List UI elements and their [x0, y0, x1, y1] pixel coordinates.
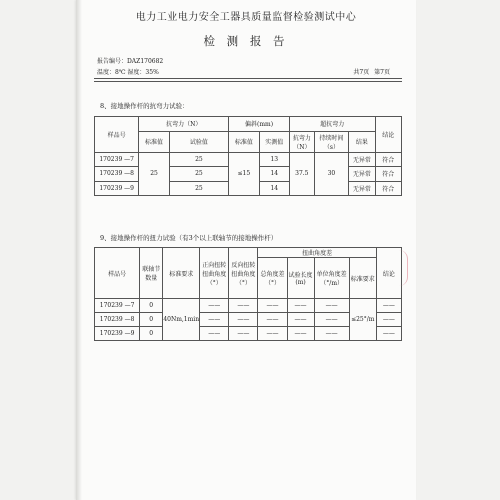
header-cell: 总角度差（°） — [258, 258, 287, 299]
header-cell: 结果 — [349, 131, 375, 152]
sample-cell: 170239 —7 — [95, 152, 139, 167]
header-cell: 试验值 — [169, 131, 228, 152]
page-total: 共7页 — [353, 69, 370, 76]
sample-cell: 170239 —9 — [95, 181, 139, 196]
torsion-test-table — [94, 247, 402, 341]
forward-cell: —— — [200, 299, 229, 313]
header-cell: 反向扭转扭曲角度（°） — [229, 248, 258, 299]
sample-cell: 170239 —8 — [95, 313, 140, 327]
header-cell: 偏斜(mm) — [229, 117, 290, 132]
result-cell: 无异常 — [349, 167, 375, 182]
document-title: 检 测 报 告 — [203, 34, 289, 48]
header-cell: 持续时间（s） — [314, 131, 348, 152]
length-cell: —— — [287, 299, 314, 313]
table-header-row — [95, 117, 402, 132]
table-header-row — [95, 248, 402, 258]
sample-cell: 170239 —7 — [95, 299, 140, 313]
header-cell: 标准要求 — [349, 258, 376, 299]
header-cell: 样品号 — [95, 117, 139, 153]
page-current: 第7页 — [374, 69, 390, 76]
measured-cell: 13 — [259, 152, 289, 167]
header-cell: 实测值 — [259, 131, 289, 152]
couplings-cell: 0 — [140, 299, 163, 313]
unit-cell: —— — [314, 313, 349, 327]
header-cell: 正向扭转扭曲角度（°） — [200, 248, 229, 299]
organization-title: 电力工业电力安全工器具质量监督检验测试中心 — [135, 12, 357, 23]
reverse-cell: —— — [229, 313, 258, 327]
unit-cell: —— — [314, 327, 349, 341]
page-indicator — [353, 67, 390, 76]
test-value-cell: 25 — [169, 167, 228, 182]
standard-value-cell: 25 — [139, 152, 169, 196]
total-cell: —— — [258, 327, 287, 341]
forward-cell: —— — [200, 327, 229, 341]
header-cell: 抗弯力（N） — [139, 117, 229, 132]
header-cell: 联轴节数量 — [140, 248, 163, 299]
header-cell: 单位角度差（°/m） — [314, 258, 349, 299]
header-cell: 抗弯力（N） — [289, 131, 314, 152]
measured-cell: 14 — [259, 181, 289, 196]
page-binding-shadow — [76, 0, 82, 500]
section-9-title: 9、接地操作杆的扭力试验（有3个以上联轴节的接地操作杆） — [100, 234, 278, 242]
measured-cell: 14 — [259, 167, 289, 182]
reverse-cell: —— — [229, 299, 258, 313]
conclusion-cell: —— — [376, 299, 401, 313]
test-value-cell: 25 — [169, 152, 228, 167]
header-divider — [94, 78, 402, 79]
header-cell: 扭曲角度差 — [258, 248, 376, 258]
ultra-force-cell: 37.5 — [289, 152, 314, 196]
header-cell: 标准值 — [139, 131, 169, 152]
table-row — [95, 299, 402, 313]
conclusion-cell: 符合 — [375, 152, 401, 167]
couplings-cell: 0 — [140, 327, 163, 341]
header-cell: 样品号 — [95, 248, 140, 299]
conclusion-cell: —— — [376, 327, 401, 341]
report-page — [76, 0, 416, 500]
section-8-title: 8、接地操作杆的抗弯力试验： — [100, 102, 189, 110]
conclusion-cell: 符合 — [375, 181, 401, 196]
header-cell: 超抗弯力 — [289, 117, 375, 132]
couplings-cell: 0 — [140, 313, 163, 327]
header-cell: 标准值 — [229, 131, 259, 152]
header-cell: 试验长度(m) — [287, 258, 314, 299]
header-cell: 标准要求 — [163, 248, 200, 299]
sample-cell: 170239 —8 — [95, 167, 139, 182]
standard-requirement-cell: 40Nm,1min — [163, 299, 200, 341]
header-divider-2 — [94, 81, 402, 82]
length-cell: —— — [287, 313, 314, 327]
ultra-duration-cell: 30 — [314, 152, 348, 196]
report-number: 报告编号：DAZ170682 — [97, 58, 164, 65]
table-header-row — [95, 131, 402, 152]
sample-cell: 170239 —9 — [95, 327, 140, 341]
deflection-standard-cell: ≤15 — [229, 152, 259, 196]
unit-cell: —— — [314, 299, 349, 313]
total-cell: —— — [258, 313, 287, 327]
test-value-cell: 25 — [169, 181, 228, 196]
length-cell: —— — [287, 327, 314, 341]
header-cell: 结论 — [376, 248, 401, 299]
conclusion-cell: 符合 — [375, 167, 401, 182]
header-cell: 结论 — [375, 117, 401, 153]
conclusion-cell: —— — [376, 313, 401, 327]
forward-cell: —— — [200, 313, 229, 327]
test-conditions: 温度：8℃ 湿度：35% — [97, 69, 159, 76]
pen-mark — [399, 250, 408, 286]
result-cell: 无异常 — [349, 152, 375, 167]
reverse-cell: —— — [229, 327, 258, 341]
total-cell: —— — [258, 299, 287, 313]
result-cell: 无异常 — [349, 181, 375, 196]
bending-test-table — [94, 116, 402, 196]
twist-standard-cell: ≤25°/m — [349, 299, 376, 341]
table-row — [95, 152, 402, 167]
